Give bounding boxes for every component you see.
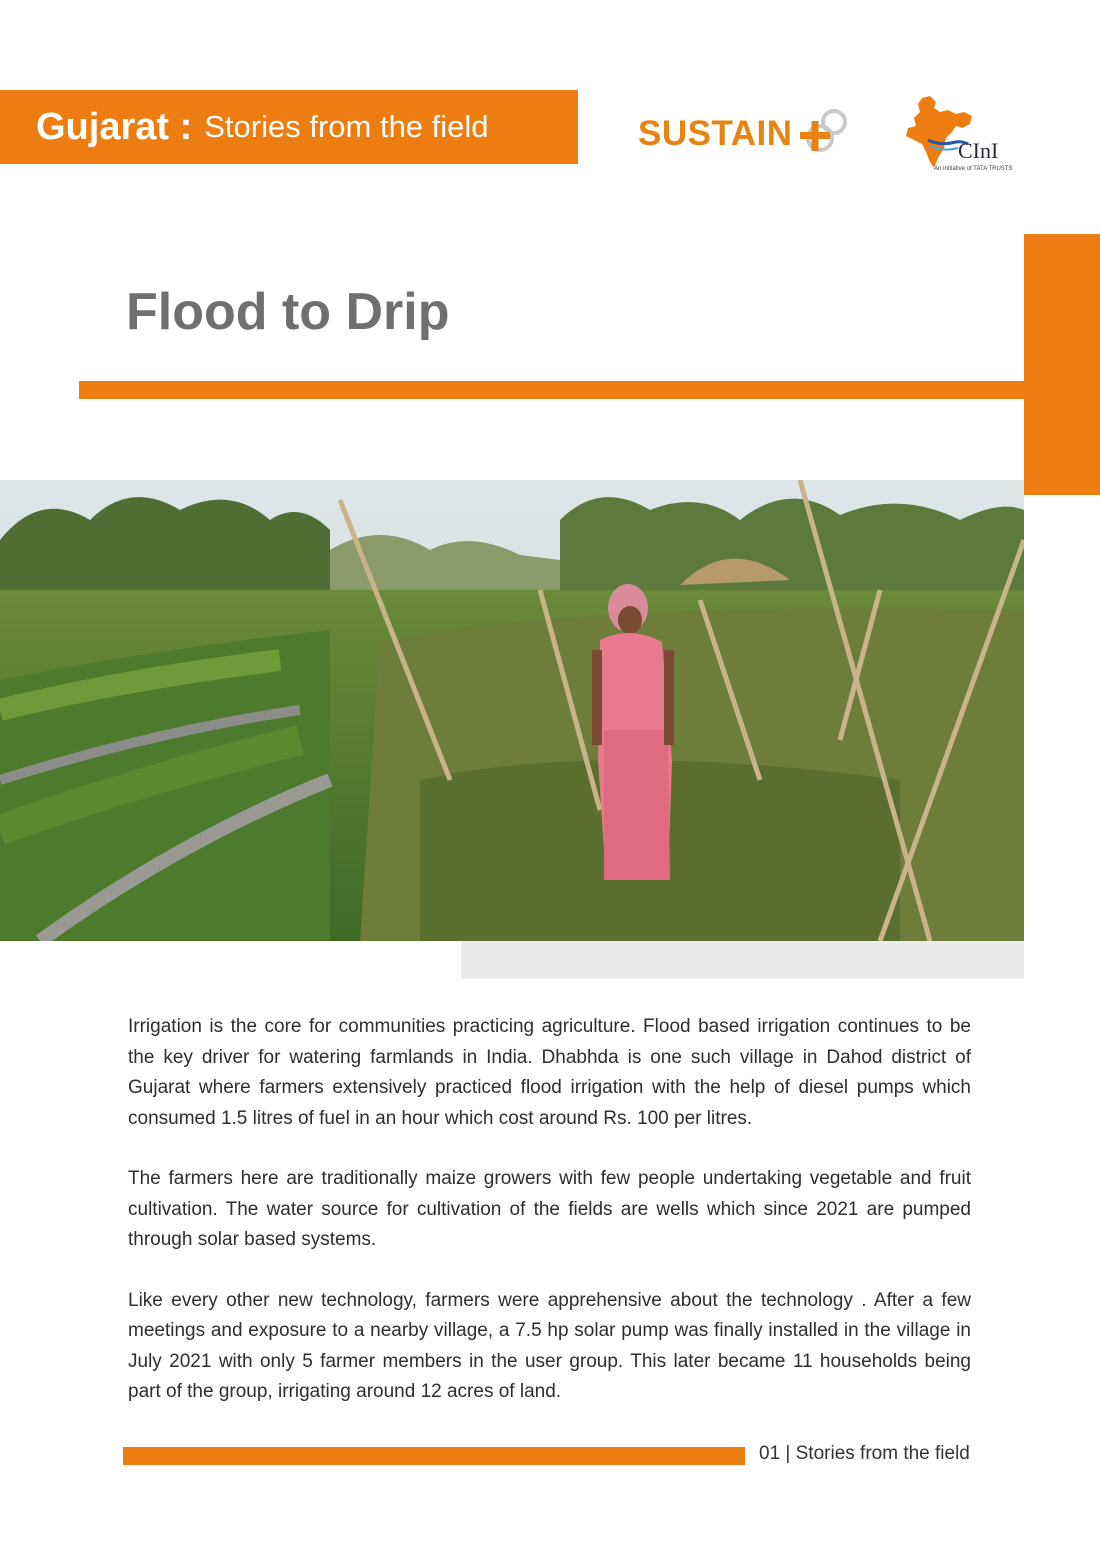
plus-circles-icon xyxy=(796,104,856,164)
cini-logo-text: CInI xyxy=(958,138,999,163)
side-tab xyxy=(1024,234,1100,495)
header-region: Gujarat : xyxy=(36,105,193,148)
field-photo xyxy=(0,480,1024,941)
header-subtitle: Stories from the field xyxy=(204,109,489,144)
footer-rule xyxy=(123,1447,745,1465)
cini-logo xyxy=(900,94,1020,178)
paragraph: Irrigation is the core for communities practicing agriculture. Flood based irrigation continues to be the key driver for watering farmlands in India. Dhabhda is one such village in Dahod district of Gujarat where farmers extensively practiced flood irrigation with the help of diesel pumps which consumed 1.5 litres of fuel in an hour which cost around Rs. 100 per litres. xyxy=(128,1016,971,1129)
cini-tagline: An Initiative of TATA TRUSTS xyxy=(934,166,1013,172)
paragraph: The farmers here are traditionally maize growers with few people undertaking vegetable and fruit cultivation. The water source for cultivation of the fields are wells which since 2021 are pumped through solar based systems. xyxy=(128,1168,971,1250)
sustain-logo-text: SUSTAIN xyxy=(638,114,793,153)
sustain-logo xyxy=(638,104,858,164)
header-band xyxy=(0,90,578,164)
page-footer: 01 | Stories from the field xyxy=(759,1443,970,1464)
title-rule xyxy=(79,381,1024,399)
body-text xyxy=(128,1012,971,1438)
photo-caption-bar xyxy=(461,941,1024,979)
paragraph: Like every other new technology, farmers were apprehensive about the technology . After a few meetings and exposure to a nearby village, a 7.5 hp solar pump was finally installed in the village in July 2021 with only 5 farmer members in the user group. This later became 11 households being part of the group, irrigating around 12 acres of land. xyxy=(128,1289,971,1402)
page-title: Flood to Drip xyxy=(126,283,450,341)
